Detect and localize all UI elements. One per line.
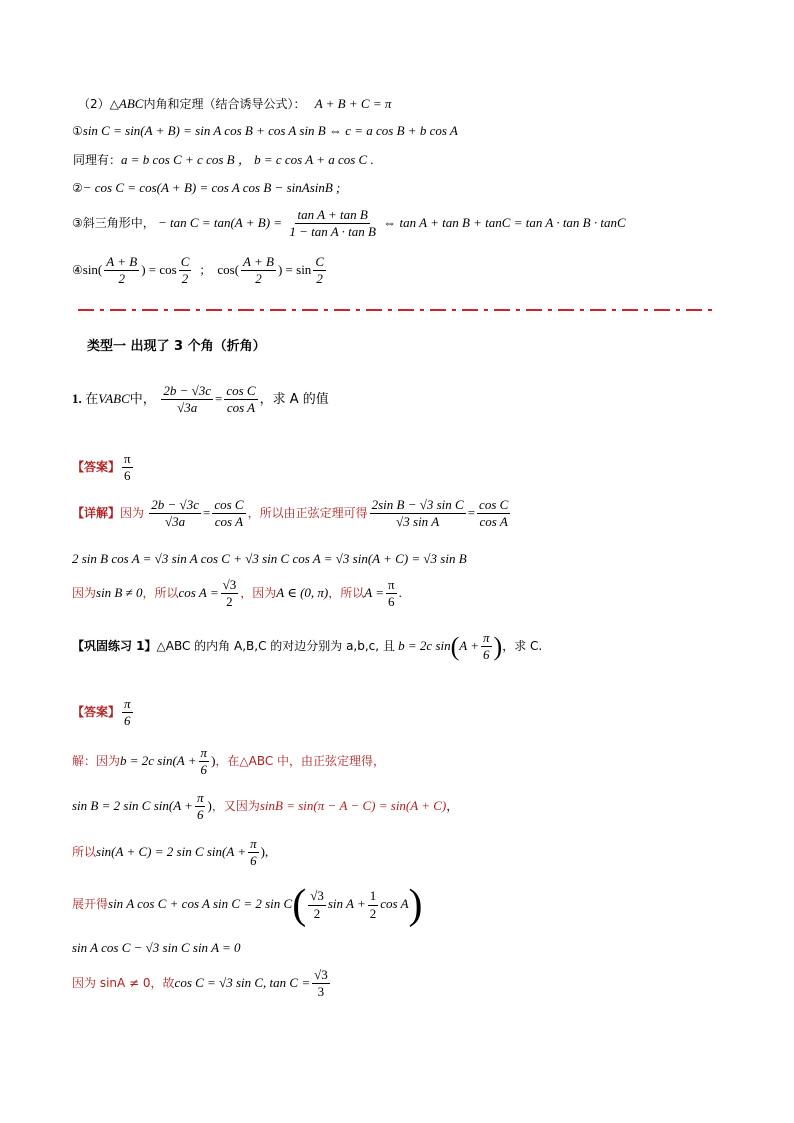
solution-line-2 <box>72 791 458 823</box>
practice-frac-num: π <box>481 631 492 647</box>
sol6-frac-den: 3 <box>317 984 325 1000</box>
formula-heading <box>78 97 391 110</box>
heading-eq: A + B + C = π <box>314 96 392 111</box>
sol2-a: sin B = 2 sin C sin(A + <box>72 797 193 813</box>
circled-3: ③ <box>72 215 83 230</box>
sol6-frac-num: √3 <box>312 968 330 984</box>
detail3-frac2-num: π <box>386 578 397 594</box>
circled-4: ④ <box>72 262 83 277</box>
detail-frac1-num: 2b − √3c <box>149 498 201 514</box>
line4-lhs: − tan C = tan(A + B) = <box>158 214 283 230</box>
formula-line-1 <box>72 124 458 137</box>
detail3-end: . <box>398 584 402 600</box>
line5-frac1 <box>104 255 139 287</box>
detail-frac4-den: cos A <box>479 514 508 530</box>
sol4-frac2 <box>368 889 379 921</box>
stem-frac1-den: √3a <box>177 400 198 416</box>
detail3-c: ，所以 <box>142 585 179 600</box>
detail-frac4-num: cos C <box>477 498 510 514</box>
sol4-frac1 <box>308 889 326 921</box>
line4-prefix: 斜三角形中， <box>82 215 155 230</box>
sol2-frac-den: 6 <box>196 807 204 823</box>
practice-answer-label: 【答案】 <box>72 704 121 719</box>
line2-prefix: 同理有： <box>73 153 122 167</box>
sol3-frac <box>248 837 259 869</box>
line5-frac3 <box>241 255 276 287</box>
practice-frac <box>481 631 492 663</box>
sol4-b: sin A cos C + cos A sin C = 2 sin C <box>108 895 293 911</box>
line4-frac-num: tan A + tan B <box>295 208 369 224</box>
line5-frac2-num: C <box>179 255 192 271</box>
solution-line-6 <box>72 968 332 1000</box>
detail-frac2 <box>212 498 245 530</box>
formula-line-4 <box>72 208 626 240</box>
solution-line-5: sin A cos C − √3 sin C sin A = 0 <box>72 940 241 955</box>
detail-frac1 <box>149 498 201 530</box>
line5-frac4 <box>313 255 326 287</box>
sol4-d: cos A <box>380 895 409 911</box>
detail-line-2: 2 sin B cos A = √3 sin A cos C + √3 sin C cos A = √3 sin(A + C) = √3 sin B <box>72 551 467 566</box>
detail3-frac2-den: 6 <box>388 594 395 610</box>
sol4-c: sin A + <box>327 895 366 911</box>
solution-line-4 <box>72 884 423 926</box>
detail3-e: ，因为 <box>240 585 277 600</box>
stem-frac1-num: 2b − √3c <box>161 384 213 400</box>
sol4-frac2-den: 2 <box>369 905 377 921</box>
detail-frac4 <box>477 498 510 530</box>
stem-mid: 中， <box>129 392 156 408</box>
sol2-c: ，又因为 <box>211 798 260 813</box>
solution-line-3 <box>72 837 268 869</box>
problem-1-answer <box>72 452 135 484</box>
line4-rhs: ⇔ tan A + tan B + tanC = tan A · tan B · tanC <box>383 214 626 230</box>
sol2-b: ) <box>207 797 212 813</box>
stem-frac2-num: cos C <box>224 384 257 400</box>
practice-eq-a: A + <box>459 637 480 653</box>
sol2-e: ， <box>446 798 459 813</box>
practice-answer-frac <box>122 697 133 729</box>
detail3-frac <box>221 578 239 610</box>
line5-cos2: cos( <box>217 261 240 277</box>
stem-eq: = <box>215 391 223 407</box>
detail-frac3 <box>370 498 466 530</box>
solution-line-1 <box>72 746 385 778</box>
practice-eq-lhs: b = 2c sin <box>398 637 451 653</box>
sol1-frac-den: 6 <box>200 762 208 778</box>
formula-line-3 <box>72 181 340 194</box>
detail3-h: A = <box>364 584 385 600</box>
line4-fraction <box>287 208 378 240</box>
sol2-frac-num: π <box>195 791 206 807</box>
formula-line-5 <box>72 255 328 287</box>
stem-suffix: ，求 A 的值 <box>259 392 329 408</box>
sol4-frac2-num: 1 <box>368 889 379 905</box>
line5-sep: ； <box>199 262 212 277</box>
practice-answer-den: 6 <box>124 713 131 729</box>
detail-frac2-den: cos A <box>214 514 244 530</box>
detail-label: 【详解】 <box>72 505 121 520</box>
sol4-paren-open: ( <box>292 882 307 928</box>
line5-frac3-num: A + B <box>241 255 276 271</box>
detail-because: 因为 <box>120 505 145 520</box>
detail-frac3-den: √3 sin A <box>396 514 440 530</box>
sol6-b: cos C = √3 sin C, tan C = <box>174 974 311 990</box>
practice-frac-den: 6 <box>483 647 490 663</box>
detail3-frac-num: √3 <box>221 578 239 594</box>
line3-text: − cos C = cos(A + B) = cos A cos B − sinAsinB ; <box>82 180 341 195</box>
sol3-frac-num: π <box>248 837 259 853</box>
answer-frac-den: 6 <box>124 468 131 484</box>
detail-frac3-num: 2sin B − √3 sin C <box>370 498 466 514</box>
detail-line-3 <box>72 578 402 610</box>
practice-1-stem <box>72 631 542 663</box>
practice-label: 【巩固练习 1】 <box>72 638 157 653</box>
formula-line-2 <box>73 153 374 166</box>
detail-frac2-num: cos C <box>212 498 245 514</box>
heading-text: 内角和定理（结合诱导公式）： <box>143 97 306 111</box>
sol1-a: 解：因为 <box>72 753 121 768</box>
detail-eq2: = <box>467 504 476 520</box>
line5-cos: ) = cos <box>141 261 177 277</box>
line5-sin: sin( <box>82 261 103 277</box>
line5-sin2: ) = sin <box>277 261 312 277</box>
formula-1-text: sin C = sin(A + B) = sin A cos B + cos A sin B ⇔ c = a cos B + b cos A <box>82 123 458 138</box>
practice-1-answer <box>72 697 135 729</box>
stem-triangle: VABC <box>98 391 130 407</box>
heading-abc: ABC <box>118 96 144 111</box>
sol1-c: ) <box>211 752 216 768</box>
answer-label: 【答案】 <box>72 459 121 474</box>
detail3-b: sin B ≠ 0 <box>96 584 143 600</box>
line5-frac2-den: 2 <box>181 271 189 287</box>
sol1-frac <box>199 746 210 778</box>
sol1-d: ，在△ABC 中，由正弦定理得， <box>215 753 386 768</box>
answer-frac <box>122 452 133 484</box>
detail3-frac2 <box>386 578 397 610</box>
detail3-d: cos A = <box>178 584 219 600</box>
practice-paren-open: ( <box>450 631 460 661</box>
problem-number: 1. <box>72 391 82 407</box>
sol3-b: sin(A + C) = 2 sin C sin(A + <box>96 843 247 859</box>
line5-frac3-den: 2 <box>255 271 262 287</box>
line5-frac4-den: 2 <box>316 271 323 287</box>
sol6-a: 因为 sinA ≠ 0，故 <box>72 975 175 990</box>
sol2-d: sinB = sin(π − A − C) = sin(A + C) <box>259 797 447 813</box>
detail-so: ，所以由正弦定理可得 <box>247 505 368 520</box>
sol4-a: 展开得 <box>72 896 109 911</box>
stem-frac2 <box>224 384 257 416</box>
sol3-c: ), <box>260 843 269 859</box>
line4-frac-den: 1 − tan A · tan B <box>289 224 376 240</box>
heading-label: （2）△ <box>78 97 119 111</box>
detail3-g: ，所以 <box>328 585 365 600</box>
circled-1: ① <box>72 124 83 138</box>
line5-frac2 <box>179 255 192 287</box>
stem-frac1 <box>161 384 213 416</box>
sol3-frac-den: 6 <box>250 853 257 869</box>
detail-eq1: = <box>202 504 211 520</box>
detail3-a: 因为 <box>72 585 97 600</box>
section-divider <box>78 308 718 312</box>
line5-frac1-den: 2 <box>118 271 125 287</box>
sol1-b: b = 2c sin(A + <box>120 752 197 768</box>
stem-prefix: 在 <box>85 392 99 408</box>
problem-1-stem <box>72 384 329 416</box>
circled-2: ② <box>72 181 83 195</box>
practice-text: △ABC 的内角 A,B,C 的对边分别为 a,b,c, 且 <box>156 638 395 653</box>
practice-answer-num: π <box>122 697 133 713</box>
line5-frac1-num: A + B <box>104 255 139 271</box>
sol1-frac-num: π <box>199 746 210 762</box>
sol4-frac1-num: √3 <box>308 889 326 905</box>
line5-frac4-num: C <box>313 255 326 271</box>
sol6-frac <box>312 968 330 1000</box>
problem-1-detail <box>72 498 512 530</box>
answer-frac-num: π <box>122 452 133 468</box>
sol4-frac1-den: 2 <box>313 905 321 921</box>
line2-text: a = b cos C + c cos B ， b = c cos A + a cos C . <box>121 152 374 167</box>
practice-paren-close: ) <box>493 631 503 661</box>
stem-frac2-den: cos A <box>226 400 256 416</box>
detail-frac1-den: √3a <box>165 514 186 530</box>
practice-suffix: ，求 C. <box>502 638 543 653</box>
sol4-paren-close: ) <box>408 882 423 928</box>
sol2-frac <box>195 791 206 823</box>
detail3-f: A ∈ (0, π) <box>276 584 329 600</box>
section-title: 类型一 出现了 3 个角（折角） <box>87 339 266 354</box>
detail3-frac-den: 2 <box>226 594 233 610</box>
sol3-a: 所以 <box>72 844 97 859</box>
